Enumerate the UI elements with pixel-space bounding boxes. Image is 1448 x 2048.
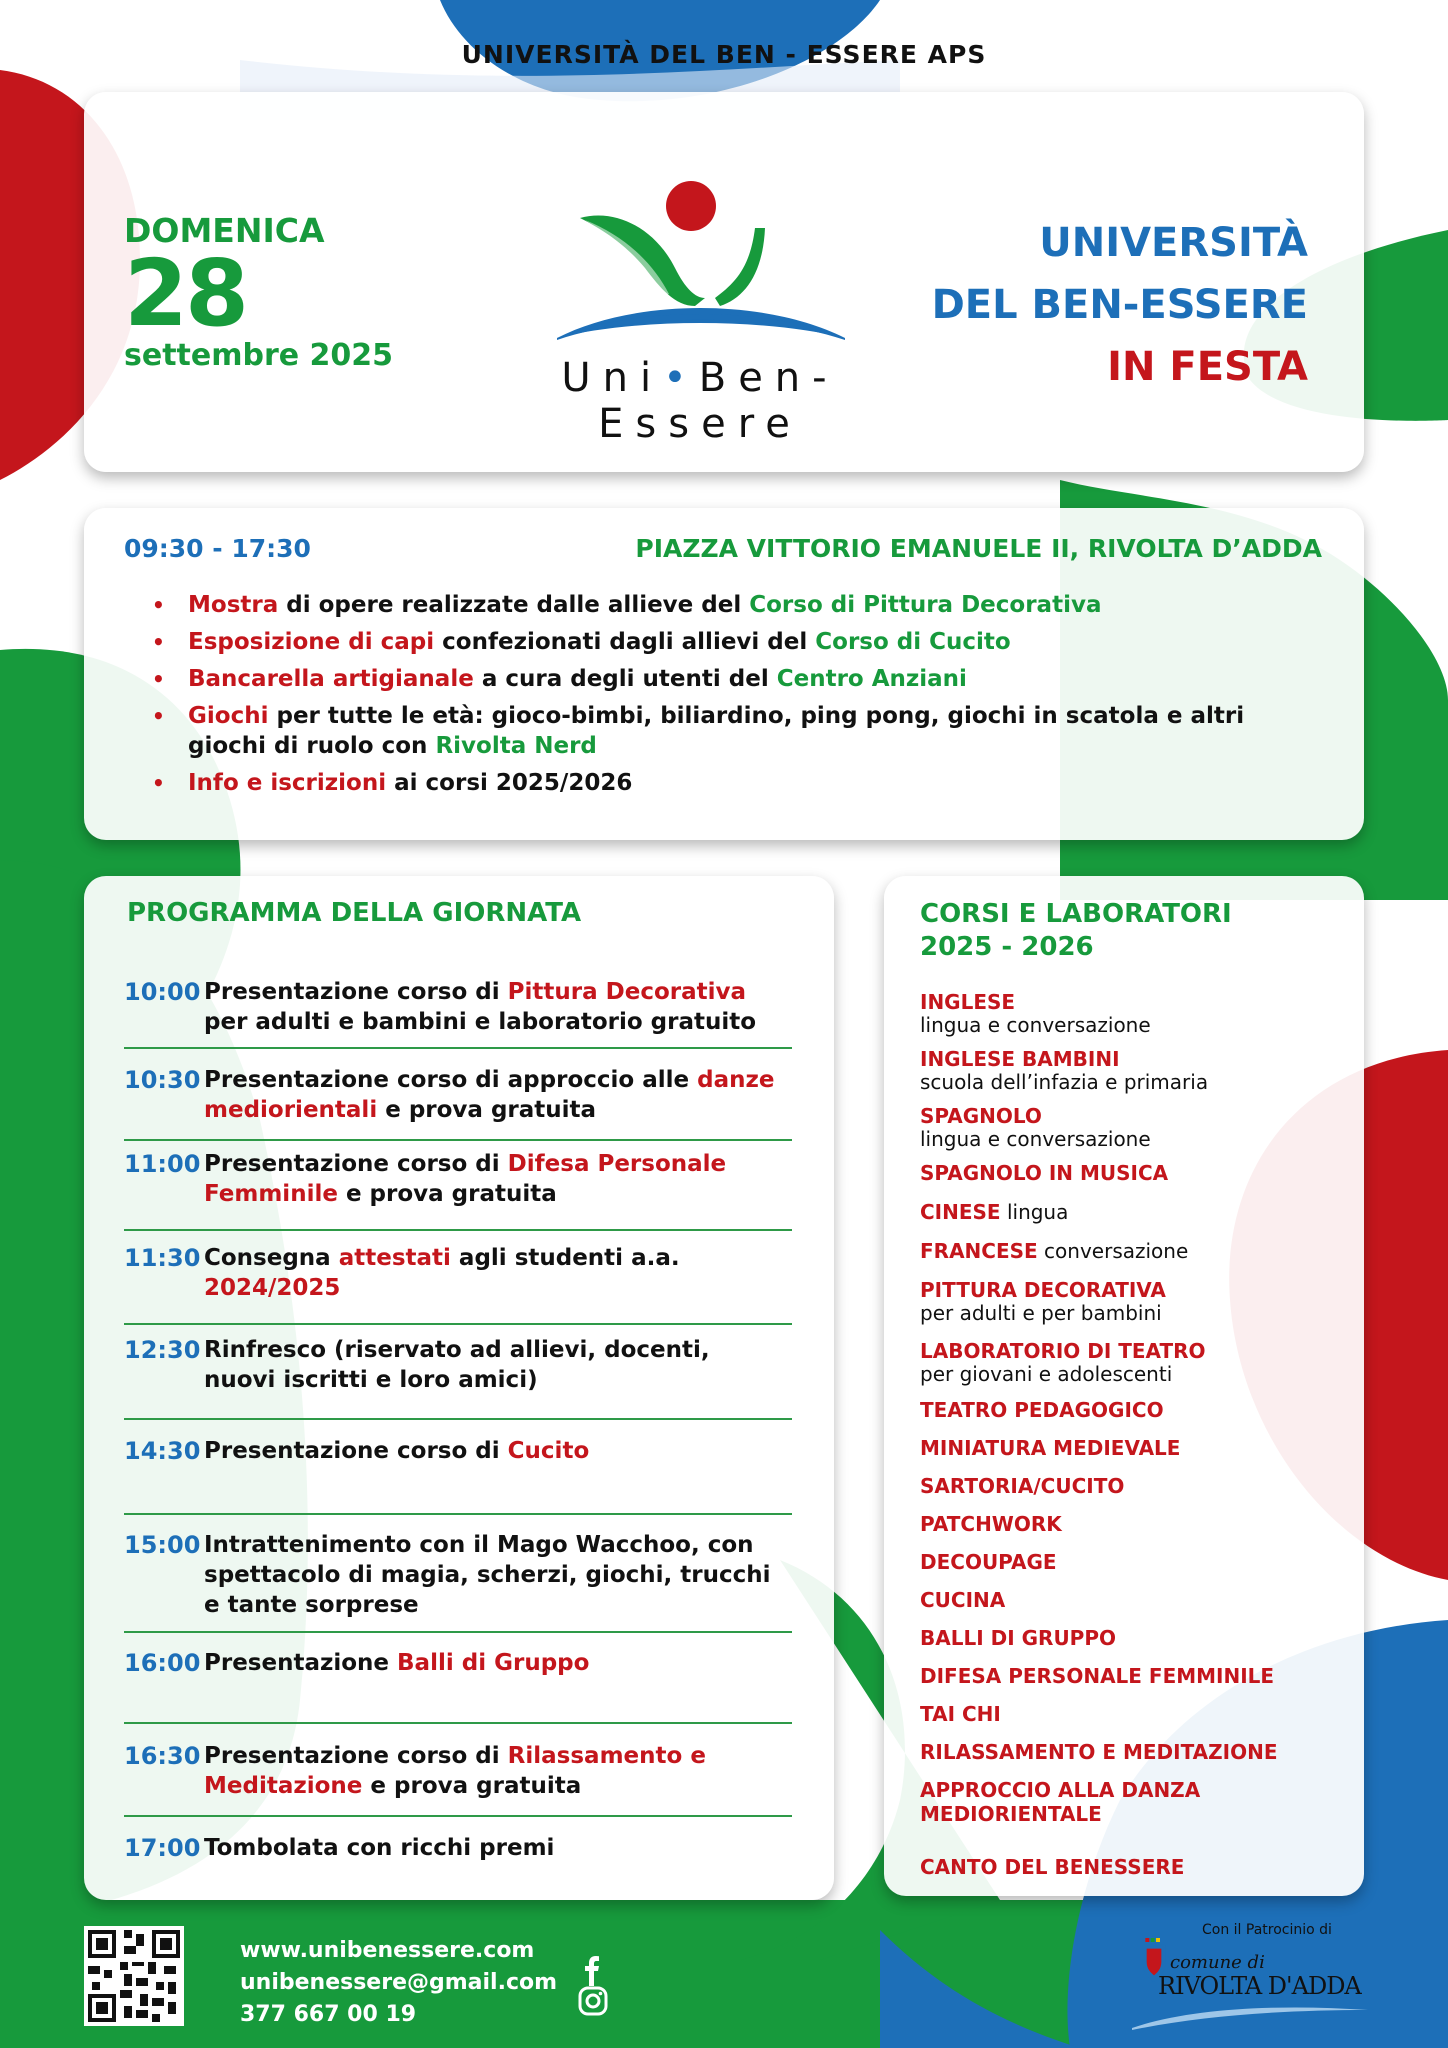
course-item <box>920 1436 1320 1460</box>
program-divider <box>124 1139 792 1141</box>
course-subtitle: per giovani e adolescenti <box>920 1362 1173 1386</box>
logo-icon <box>545 178 855 348</box>
course-item <box>920 1588 1320 1612</box>
logo-text-part2: Ben-Essere <box>598 355 839 447</box>
patronage-label: Con il Patrocinio di <box>1202 1922 1332 1938</box>
program-text-part: e prova gratuita <box>362 1773 582 1799</box>
course-name: MINIATURA MEDIEVALE <box>920 1436 1181 1460</box>
event-time-range: 09:30 - 17:30 <box>124 534 311 563</box>
courses-title <box>920 898 1232 964</box>
course-detail: lingua <box>1000 1200 1069 1224</box>
course-name: CINESE <box>920 1200 1001 1224</box>
program-divider <box>124 1722 792 1724</box>
event-text-part: Mostra <box>188 592 279 618</box>
logo-dot: • <box>663 355 699 401</box>
email-link[interactable]: unibenessere@gmail.com <box>240 1970 558 1995</box>
program-description <box>204 1530 784 1620</box>
course-name: CUCINA <box>920 1588 1006 1612</box>
event-text-part: Rivolta Nerd <box>435 733 597 759</box>
course-name: SPAGNOLO IN MUSICA <box>920 1161 1169 1185</box>
courses-title-line1: CORSI E LABORATORI <box>920 899 1232 929</box>
course-name: FRANCESE <box>920 1239 1038 1263</box>
program-time: 14:30 <box>124 1437 201 1465</box>
program-text-part: agli studenti a.a. <box>450 1245 680 1271</box>
patronage-name2: RIVOLTA D'ADDA <box>1158 1972 1361 2000</box>
patronage-swoosh <box>1130 2002 1370 2032</box>
courses-title-line2: 2025 - 2026 <box>920 932 1094 962</box>
event-day-number: 28 <box>124 240 247 347</box>
festa-line2: DEL BEN-ESSERE <box>931 282 1308 328</box>
event-day: DOMENICA <box>124 211 325 250</box>
event-item <box>150 627 1320 657</box>
course-item <box>920 1702 1320 1726</box>
course-item <box>920 1474 1320 1498</box>
program-text-part: danze mediorientali <box>204 1067 775 1123</box>
organization-title: UNIVERSITÀ DEL BEN - ESSERE APS <box>461 40 987 69</box>
qr-code-icon[interactable] <box>84 1926 184 2026</box>
patronage-name1: comune di <box>1170 1952 1265 1973</box>
course-name-line <box>920 1239 1320 1263</box>
course-name-line <box>920 1855 1320 1879</box>
course-name-line <box>920 1474 1320 1498</box>
logo-text <box>480 355 920 447</box>
course-name: BALLI DI GRUPPO <box>920 1626 1116 1650</box>
course-item <box>920 1047 1320 1093</box>
program-text-part: Pittura Decorativa <box>507 979 747 1005</box>
course-item <box>920 1200 1320 1224</box>
course-name-line <box>920 1047 1320 1071</box>
program-divider <box>124 1513 792 1515</box>
logo-text-part1: Uni <box>561 355 664 401</box>
course-item <box>920 1626 1320 1650</box>
course-name-line <box>920 1664 1320 1688</box>
program-text-part: Presentazione <box>204 1650 398 1676</box>
program-description <box>204 1833 784 1863</box>
course-item <box>920 1161 1320 1185</box>
program-time: 17:00 <box>124 1834 201 1862</box>
course-item <box>920 1778 1320 1826</box>
event-month-year: settembre 2025 <box>124 338 394 373</box>
event-item <box>150 590 1320 620</box>
course-name-line <box>920 1398 1320 1422</box>
course-item <box>920 1512 1320 1536</box>
event-list <box>150 590 1320 805</box>
course-name: APPROCCIO ALLA DANZA MEDIORIENTALE <box>920 1778 1201 1826</box>
instagram-icon[interactable] <box>578 1986 608 2016</box>
program-time: 16:30 <box>124 1742 201 1770</box>
program-title: PROGRAMMA DELLA GIORNATA <box>127 898 582 928</box>
program-time: 10:30 <box>124 1066 201 1094</box>
patronage-badge <box>1130 1922 1370 2030</box>
program-text-part: Presentazione corso di <box>204 1438 508 1464</box>
event-text-part: Centro Anziani <box>776 666 967 692</box>
program-time: 16:00 <box>124 1649 201 1677</box>
program-text-part: Consegna <box>204 1245 339 1271</box>
course-name: RILASSAMENTO E MEDITAZIONE <box>920 1740 1278 1764</box>
course-detail: conversazione <box>1037 1239 1189 1263</box>
event-text-part: a cura degli utenti del <box>473 666 777 692</box>
program-text-part: e prova gratuita <box>377 1097 597 1123</box>
course-name: SARTORIA/CUCITO <box>920 1474 1125 1498</box>
festa-title <box>932 212 1308 398</box>
course-item <box>920 1339 1320 1385</box>
event-item <box>150 701 1320 761</box>
course-name-line <box>920 1104 1320 1128</box>
event-text-part: Corso di Cucito <box>815 629 1011 655</box>
program-description <box>204 977 784 1037</box>
course-item <box>920 1550 1320 1574</box>
course-name: CANTO DEL BENESSERE <box>920 1855 1185 1879</box>
course-name: SPAGNOLO <box>920 1104 1042 1128</box>
program-text-part: Tombolata con ricchi premi <box>204 1835 555 1861</box>
course-item <box>920 1664 1320 1688</box>
course-name-line <box>920 1588 1320 1612</box>
program-description <box>204 1149 784 1209</box>
program-time: 10:00 <box>124 978 201 1006</box>
event-text-part: Corso di Pittura Decorativa <box>749 592 1102 618</box>
course-item <box>920 1740 1320 1764</box>
program-text-part: e prova gratuita <box>337 1181 557 1207</box>
program-text-part: per adulti e bambini e laboratorio gratuito <box>204 1009 757 1035</box>
program-text-part: Presentazione corso di <box>204 1151 508 1177</box>
event-item <box>150 768 1320 798</box>
course-name: DECOUPAGE <box>920 1550 1057 1574</box>
course-name-line <box>920 1626 1320 1650</box>
program-text-part: Balli di Gruppo <box>397 1650 590 1676</box>
program-time: 11:30 <box>124 1244 201 1272</box>
course-name: INGLESE BAMBINI <box>920 1047 1120 1071</box>
course-name-line <box>920 1339 1320 1363</box>
program-description <box>204 1741 784 1801</box>
course-name: LABORATORIO DI TEATRO <box>920 1339 1206 1363</box>
program-description <box>204 1436 784 1466</box>
festa-line1: UNIVERSITÀ <box>1039 220 1308 266</box>
course-name-line <box>920 1702 1320 1726</box>
course-name-line <box>920 1436 1320 1460</box>
course-item <box>920 1278 1320 1324</box>
program-divider <box>124 1047 792 1049</box>
event-text-part: Bancarella artigianale <box>188 666 474 692</box>
program-text-part: Difesa Personale Femminile <box>204 1151 727 1207</box>
event-item <box>150 664 1320 694</box>
event-text-part: di opere realizzate dalle allieve del <box>278 592 750 618</box>
course-name-line <box>920 1550 1320 1574</box>
program-text-part: Rinfresco (riservato ad allievi, docenti, nuovi iscritti e loro amici) <box>204 1337 710 1393</box>
course-name-line <box>920 1512 1320 1536</box>
event-text-part: Info e iscrizioni <box>188 770 387 796</box>
course-subtitle: per adulti e per bambini <box>920 1301 1162 1325</box>
event-text-part: confezionati dagli allievi del <box>434 629 816 655</box>
course-subtitle: scuola dell’infazia e primaria <box>920 1070 1209 1094</box>
program-text-part: Cucito <box>507 1438 590 1464</box>
program-divider <box>124 1631 792 1633</box>
program-divider <box>124 1323 792 1325</box>
program-description <box>204 1065 784 1125</box>
course-item <box>920 1855 1320 1879</box>
program-text-part: Presentazione corso di approccio alle <box>204 1067 698 1093</box>
event-text-part: Esposizione di capi <box>188 629 435 655</box>
course-name-line <box>920 990 1320 1014</box>
course-subtitle: lingua e conversazione <box>920 1013 1151 1037</box>
course-name: DIFESA PERSONALE FEMMINILE <box>920 1664 1275 1688</box>
program-description <box>204 1243 784 1303</box>
course-name-line <box>920 1278 1320 1302</box>
course-name: PITTURA DECORATIVA <box>920 1278 1166 1302</box>
event-location: PIAZZA VITTORIO EMANUELE II, RIVOLTA D’ADDA <box>635 534 1322 563</box>
course-name-line <box>920 1778 1320 1826</box>
event-text-part: per tutte le età: gioco-bimbi, biliardino, ping pong, giochi in scatola e altri giochi di ruolo con <box>188 703 1245 759</box>
program-time: 12:30 <box>124 1336 201 1364</box>
course-subtitle: lingua e conversazione <box>920 1127 1151 1151</box>
program-divider <box>124 1418 792 1420</box>
course-name: TAI CHI <box>920 1702 1001 1726</box>
course-name-line <box>920 1161 1320 1185</box>
event-text-part: Giochi <box>188 703 269 729</box>
course-name-line <box>920 1740 1320 1764</box>
program-text-part: attestati <box>338 1245 451 1271</box>
course-name-line <box>920 1200 1320 1224</box>
program-divider <box>124 1229 792 1231</box>
program-divider <box>124 1815 792 1817</box>
course-item <box>920 990 1320 1036</box>
program-text-part: Intrattenimento con il Mago Wacchoo, con spettacolo di magia, scherzi, giochi, trucchi e tante sorprese <box>204 1532 771 1618</box>
program-description <box>204 1648 784 1678</box>
program-text-part: Presentazione corso di <box>204 979 508 1005</box>
contacts <box>240 1935 557 2031</box>
course-name: INGLESE <box>920 990 1016 1014</box>
program-text-part: Rilassamento e Meditazione <box>204 1743 706 1799</box>
program-text-part: 2024/2025 <box>204 1275 341 1301</box>
facebook-icon[interactable] <box>578 1952 608 1988</box>
festa-line3: IN FESTA <box>1107 344 1308 390</box>
program-time: 15:00 <box>124 1531 201 1559</box>
phone-number[interactable]: 377 667 00 19 <box>240 2002 417 2027</box>
program-time: 11:00 <box>124 1150 201 1178</box>
course-item <box>920 1239 1320 1263</box>
course-item <box>920 1104 1320 1150</box>
program-description <box>204 1335 784 1395</box>
course-item <box>920 1398 1320 1422</box>
course-name: TEATRO PEDAGOGICO <box>920 1398 1164 1422</box>
program-text-part: Presentazione corso di <box>204 1743 508 1769</box>
course-name: PATCHWORK <box>920 1512 1062 1536</box>
event-text-part: ai corsi 2025/2026 <box>386 770 633 796</box>
event-date <box>124 212 393 374</box>
website-link[interactable]: www.unibenessere.com <box>240 1938 535 1963</box>
